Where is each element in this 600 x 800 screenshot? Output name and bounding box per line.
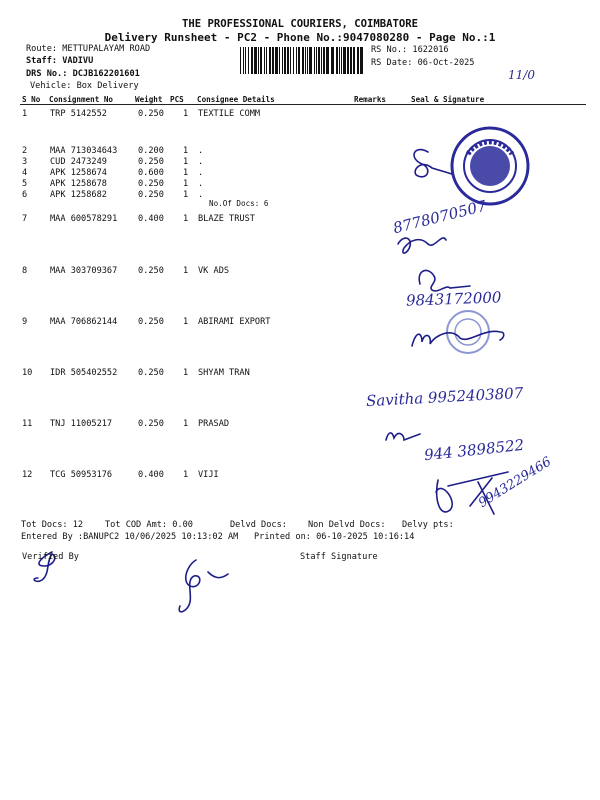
row-consignee: SHYAM TRAN	[198, 368, 250, 378]
col-remarks: Remarks	[354, 95, 387, 104]
row-sno: 8	[22, 266, 28, 276]
signature-row8	[419, 270, 470, 291]
staff-signature-scribble	[179, 560, 228, 612]
row-consignment-no: APK 1258674	[50, 168, 107, 178]
row-sno: 11	[22, 419, 33, 429]
row-weight: 0.200	[138, 146, 164, 156]
signature-row9	[412, 331, 504, 346]
handwritten-phone-row7: 8778070507	[391, 196, 489, 238]
row-consignee: .	[198, 146, 204, 156]
row-weight: 0.250	[138, 179, 164, 189]
row-consignee: .	[198, 179, 204, 189]
rs-date: RS Date: 06-Oct-2025	[371, 58, 475, 68]
row-sno: 6	[22, 190, 28, 200]
row-sno: 12	[22, 470, 33, 480]
signature-row11	[386, 433, 420, 440]
row-consignment-no: MAA 713034643	[50, 146, 118, 156]
row-weight: 0.250	[138, 157, 164, 167]
row-weight: 0.250	[138, 419, 164, 429]
total-cod-amount: Tot COD Amt: 0.00	[105, 520, 193, 530]
delivered-docs: Delvd Docs:	[230, 520, 287, 530]
row-sno: 3	[22, 157, 28, 167]
row-weight: 0.400	[138, 214, 164, 224]
row-pcs: 1	[183, 368, 189, 378]
row-sno: 7	[22, 214, 28, 224]
delivery-points: Delvy pts:	[402, 520, 454, 530]
row-consignment-no: TRP 5142552	[50, 109, 107, 119]
row-consignee: PRASAD	[198, 419, 230, 429]
row-consignee: BLAZE TRUST	[198, 214, 255, 224]
handwritten-name-row10: Savitha 9952403807	[365, 383, 524, 411]
non-delivered-docs: Non Delvd Docs:	[308, 520, 386, 530]
col-pcs: PCS	[170, 95, 184, 104]
row-consignee: VK ADS	[198, 266, 230, 276]
signature-row12	[436, 472, 508, 514]
row-sno: 10	[22, 368, 33, 378]
row-pcs: 1	[183, 157, 189, 167]
row-sno: 9	[22, 317, 28, 327]
drs-number: DRS No.: DCJB162201601	[26, 69, 140, 79]
row-consignee: .	[198, 190, 204, 200]
row-pcs: 1	[183, 109, 189, 119]
row-consignment-no: APK 1258678	[50, 179, 107, 189]
row-pcs: 1	[183, 146, 189, 156]
row-pcs: 1	[183, 168, 189, 178]
printed-on: Printed on: 06-10-2025 10:16:14	[254, 532, 415, 542]
row-weight: 0.250	[138, 317, 164, 327]
row-sno: 2	[22, 146, 28, 156]
row-consignment-no: MAA 600578291	[50, 214, 118, 224]
handwritten-phone-row8: 9843172000	[405, 288, 502, 310]
row-weight: 0.250	[138, 368, 164, 378]
row-sno: 4	[22, 168, 28, 178]
col-consignee: Consignee Details	[197, 95, 275, 104]
signature-row1	[414, 150, 452, 177]
row-consignment-no: TCG 50953176	[50, 470, 113, 480]
handwritten-phone-row11: 944 3898522	[423, 435, 525, 465]
col-seal-signature: Seal & Signature	[411, 95, 485, 104]
entered-by: Entered By :BANUPC2 10/06/2025 10:13:02 AM	[21, 532, 239, 542]
col-sno: S No	[22, 95, 41, 104]
row-consignment-no: IDR 505402552	[50, 368, 118, 378]
row-consignment-no: CUD 2473249	[50, 157, 107, 167]
row-pcs: 1	[183, 470, 189, 480]
staff-signature-label: Staff Signature	[300, 552, 378, 562]
row-pcs: 1	[183, 317, 189, 327]
row-consignment-no: MAA 303709367	[50, 266, 118, 276]
row-pcs: 1	[183, 419, 189, 429]
signature-row7	[398, 238, 446, 253]
row-weight: 0.250	[138, 109, 164, 119]
row-consignment-no: MAA 706862144	[50, 317, 118, 327]
total-docs: Tot Docs: 12	[21, 520, 84, 530]
row-consignee: .	[198, 168, 204, 178]
row-pcs: 1	[183, 266, 189, 276]
row-pcs: 1	[183, 214, 189, 224]
row-sno: 5	[22, 179, 28, 189]
row-pcs: 1	[183, 179, 189, 189]
row-pcs: 1	[183, 190, 189, 200]
staff-text: Staff: VADIVU	[26, 56, 94, 66]
runsheet-title: Delivery Runsheet - PC2 - Phone No.:9047080280 - Page No.:1	[104, 31, 496, 44]
row-weight: 0.250	[138, 190, 164, 200]
no-of-docs: No.Of Docs: 6	[209, 199, 269, 208]
handwritten-phone-row12: 9943229466	[476, 454, 555, 511]
col-consignment: Consignment No	[49, 95, 114, 104]
row-consignee: .	[198, 157, 204, 167]
row-consignment-no: TNJ 11005217	[50, 419, 113, 429]
row-sno: 1	[22, 109, 28, 119]
handwritten-count: 11/0	[508, 68, 535, 82]
vehicle-text: Vehicle: Box Delivery	[30, 81, 139, 91]
col-weight: Weight	[135, 95, 163, 104]
row-weight: 0.600	[138, 168, 164, 178]
row-consignment-no: APK 1258682	[50, 190, 107, 200]
row-consignee: ABIRAMI EXPORT	[198, 317, 271, 327]
row-weight: 0.400	[138, 470, 164, 480]
row-consignee: VIJI	[198, 470, 219, 480]
verified-by-label: Verified By	[22, 552, 79, 562]
route-text: Route: METTUPALAYAM ROAD	[26, 44, 151, 54]
row-consignee: TEXTILE COMM	[198, 109, 261, 119]
rs-number: RS No.: 1622016	[371, 45, 449, 55]
row-weight: 0.250	[138, 266, 164, 276]
company-name: THE PROFESSIONAL COURIERS, COIMBATORE	[182, 18, 418, 30]
